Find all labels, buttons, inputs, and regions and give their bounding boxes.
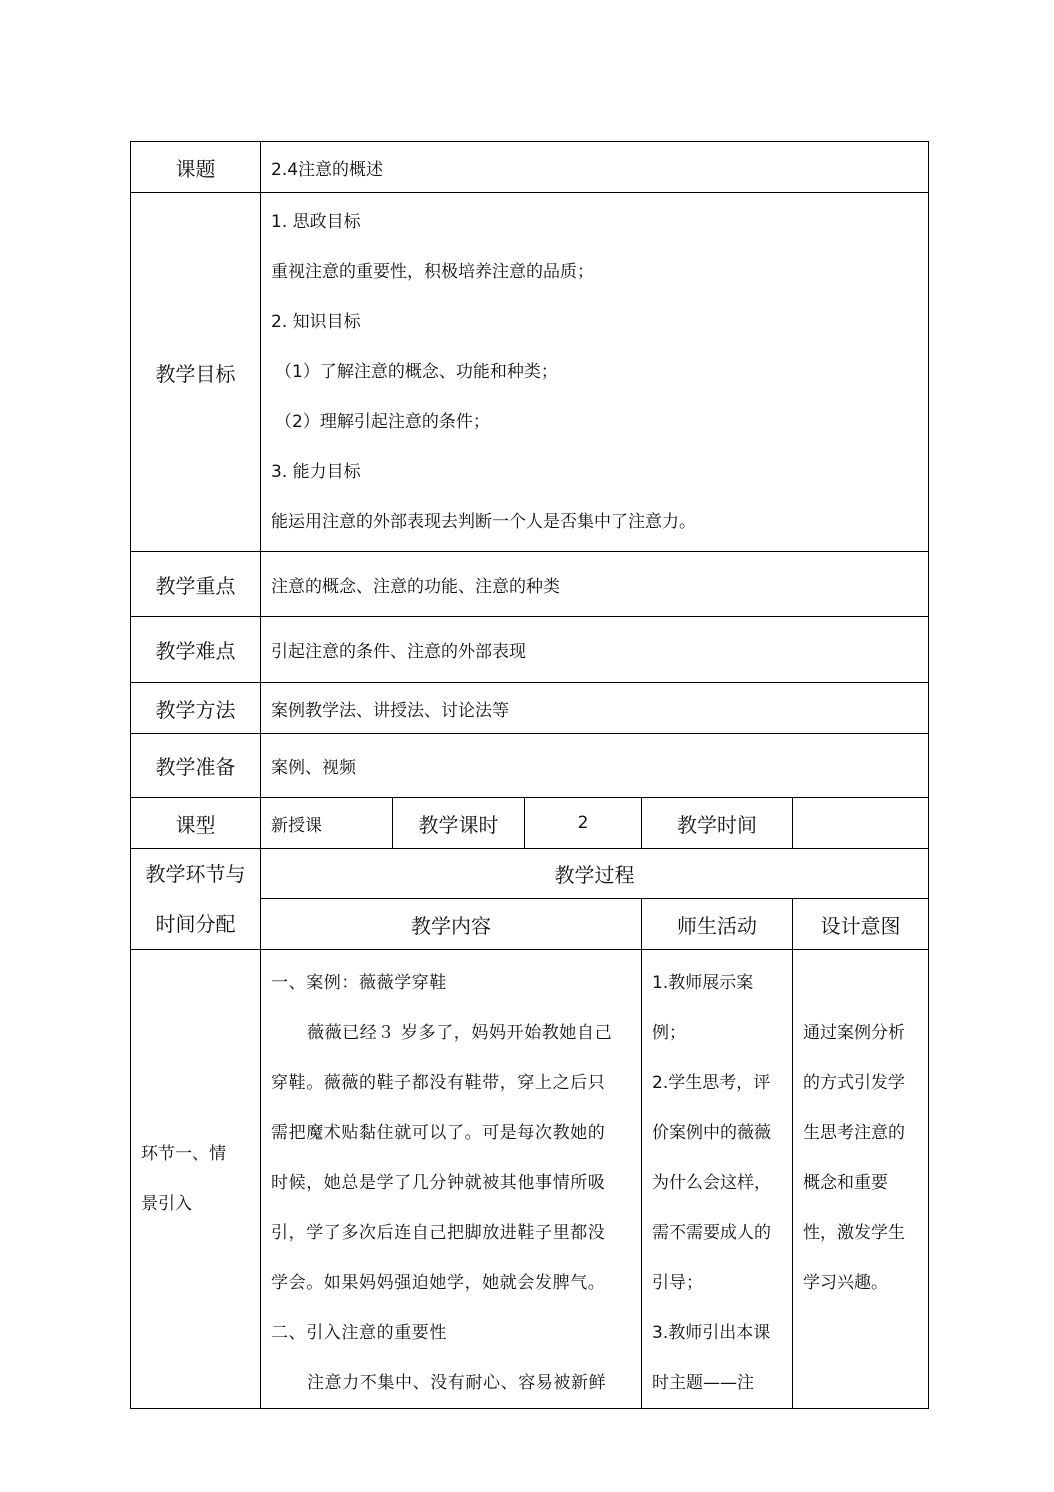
objective-line: （2）理解引起注意的条件； [275, 412, 490, 432]
activity-line: 为什么会这样， [652, 1173, 771, 1193]
activity-line: 3.教师引出本课 [652, 1323, 771, 1343]
lesson-type-label: 课型 [131, 798, 261, 849]
design-line: 的方式引发学 [803, 1073, 905, 1093]
content-line: 二、引入注意的重要性 [271, 1323, 447, 1343]
stage-line: 环节一、情 [141, 1144, 226, 1164]
content-line: 需把魔术贴黏住就可以了。可是每次教她的 [271, 1123, 606, 1143]
design-line: 概念和重要 [803, 1173, 888, 1193]
stage-header-line: 教学环节与 [145, 862, 246, 886]
content-line: 注意力不集中、没有耐心、容易被新鲜 [307, 1373, 607, 1393]
activity-line: 例； [652, 1023, 686, 1043]
stage-header [131, 849, 261, 950]
activity-line: 时主题——注 [652, 1373, 754, 1393]
methods-label: 教学方法 [131, 683, 261, 734]
key-points-label: 教学重点 [131, 552, 261, 617]
difficulties-value: 引起注意的条件、注意的外部表现 [261, 617, 929, 683]
lesson-plan-document [130, 141, 928, 1409]
lesson-plan-table [130, 141, 929, 1409]
objective-line: 3. 能力目标 [271, 462, 361, 482]
process-header-row [131, 849, 929, 899]
objectives-label: 教学目标 [131, 193, 261, 552]
design-column-header: 设计意图 [793, 899, 929, 950]
section-one-row [131, 950, 929, 1409]
objectives-content [261, 193, 929, 552]
activity-line: 引导； [652, 1273, 703, 1293]
preparation-row [131, 734, 929, 798]
lesson-time-label: 教学时间 [642, 798, 793, 849]
topic-value: 2.4注意的概述 [261, 142, 929, 193]
design-line: 生思考注意的 [803, 1123, 905, 1143]
section-one-design [793, 950, 929, 1409]
content-line: 薇薇已经３ 岁多了，妈妈开始教她自己 [307, 1023, 613, 1043]
objective-line: 能运用注意的外部表现去判断一个人是否集中了注意力。 [271, 512, 696, 532]
topic-label: 课题 [131, 142, 261, 193]
objective-line: 2. 知识目标 [271, 312, 361, 332]
content-line: 学会。如果妈妈强迫她学，她就会发脾气。 [271, 1273, 606, 1293]
activity-line: 需不需要成人的 [652, 1223, 771, 1243]
activity-column-header: 师生活动 [642, 899, 793, 950]
objective-line: （1）了解注意的概念、功能和种类； [275, 362, 558, 382]
objective-line: 重视注意的重要性，积极培养注意的品质； [271, 262, 594, 282]
section-one-activity [642, 950, 793, 1409]
key-points-row [131, 552, 929, 617]
content-line: 引，学了多次后连自己把脚放进鞋子里都没 [271, 1223, 606, 1243]
lesson-type-row [131, 798, 929, 849]
design-line: 通过案例分析 [803, 1023, 905, 1043]
methods-row [131, 683, 929, 734]
preparation-value: 案例、视频 [261, 734, 929, 798]
section-one-stage [131, 950, 261, 1409]
activity-line: 价案例中的薇薇 [652, 1123, 771, 1143]
objective-line: 1. 思政目标 [271, 212, 361, 232]
content-column-header: 教学内容 [261, 899, 642, 950]
content-line: 时候，她总是学了几分钟就被其他事情所吸 [271, 1173, 606, 1193]
lesson-hours-value: 2 [525, 798, 642, 849]
activity-line: 1.教师展示案 [652, 973, 754, 993]
difficulties-row [131, 617, 929, 683]
lesson-time-value [793, 798, 929, 849]
methods-value: 案例教学法、讲授法、讨论法等 [261, 683, 929, 734]
process-header: 教学过程 [261, 849, 929, 899]
lesson-hours-label: 教学课时 [393, 798, 525, 849]
key-points-value: 注意的概念、注意的功能、注意的种类 [261, 552, 929, 617]
activity-line: 2.学生思考，评 [652, 1073, 771, 1093]
stage-header-line: 时间分配 [155, 912, 236, 936]
design-line: 性，激发学生 [803, 1223, 905, 1243]
preparation-label: 教学准备 [131, 734, 261, 798]
stage-line: 景引入 [141, 1194, 192, 1214]
objectives-row [131, 193, 929, 552]
section-one-content [261, 950, 642, 1409]
content-line: 穿鞋。薇薇的鞋子都没有鞋带，穿上之后只 [271, 1073, 606, 1093]
lesson-type-value: 新授课 [261, 798, 393, 849]
topic-row [131, 142, 929, 193]
difficulties-label: 教学难点 [131, 617, 261, 683]
content-line: 一、案例：薇薇学穿鞋 [271, 973, 447, 993]
design-line: 学习兴趣。 [803, 1273, 888, 1293]
